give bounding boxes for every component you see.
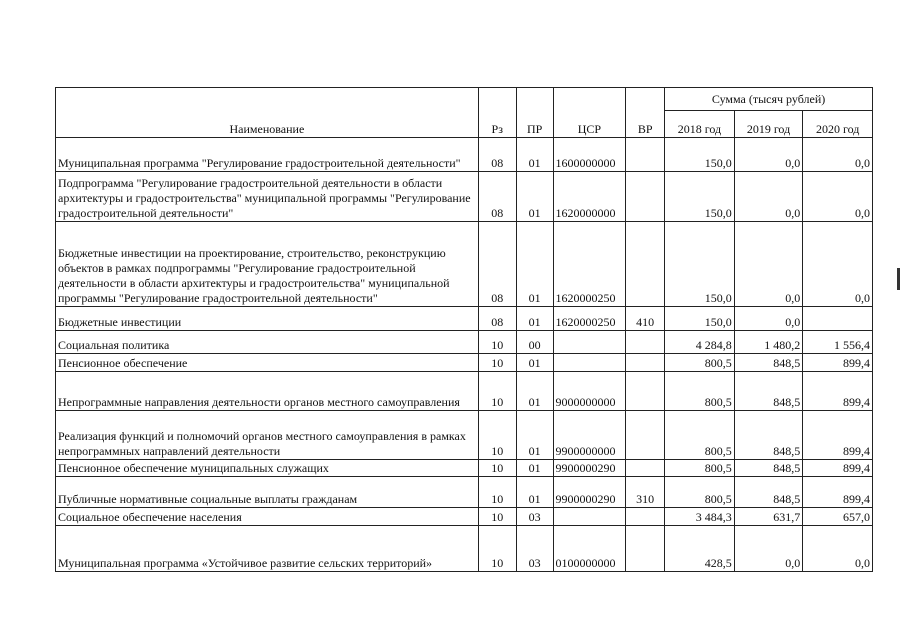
row-csr: 9000000000 xyxy=(553,372,626,411)
row-vr xyxy=(626,172,665,222)
header-year-2018: 2018 год xyxy=(665,111,735,138)
row-rz: 10 xyxy=(478,508,516,526)
table-row xyxy=(56,331,873,354)
row-2019: 0,0 xyxy=(734,307,803,331)
header-name: Наименование xyxy=(56,88,479,138)
row-csr xyxy=(553,331,626,354)
row-name: Муниципальная программа "Регулирование градостроительной деятельности" xyxy=(56,138,479,172)
row-pr: 01 xyxy=(516,172,553,222)
row-2018: 150,0 xyxy=(665,138,735,172)
row-2019: 848,5 xyxy=(734,477,803,508)
row-2018: 150,0 xyxy=(665,307,735,331)
table-row xyxy=(56,138,873,172)
table-row xyxy=(56,222,873,307)
row-pr: 01 xyxy=(516,354,553,372)
row-2019: 0,0 xyxy=(734,138,803,172)
row-csr: 0100000000 xyxy=(553,526,626,572)
table-row xyxy=(56,460,873,477)
table-row xyxy=(56,372,873,411)
row-csr: 1620000250 xyxy=(553,222,626,307)
row-rz: 08 xyxy=(478,307,516,331)
row-rz: 10 xyxy=(478,477,516,508)
table-row xyxy=(56,526,873,572)
header-pr: ПР xyxy=(516,88,553,138)
row-2019: 848,5 xyxy=(734,411,803,460)
header-vr: ВР xyxy=(626,88,665,138)
row-name: Бюджетные инвестиции xyxy=(56,307,479,331)
row-vr xyxy=(626,411,665,460)
row-csr xyxy=(553,508,626,526)
row-name: Бюджетные инвестиции на проектирование, строительство, реконструкцию объектов в рамках подпрограммы "Регулирование градостроительной деятельности в области архитектуры и градостроительства" муниципальной программы "Регулирование градостроительной деятельности" xyxy=(56,222,479,307)
row-vr xyxy=(626,331,665,354)
row-csr xyxy=(553,354,626,372)
row-2018: 800,5 xyxy=(665,460,735,477)
row-2020: 899,4 xyxy=(803,477,873,508)
row-2020: 0,0 xyxy=(803,222,873,307)
row-name: Муниципальная программа «Устойчивое развитие сельских территорий» xyxy=(56,526,479,572)
row-pr: 01 xyxy=(516,411,553,460)
row-vr: 410 xyxy=(626,307,665,331)
row-2020: 0,0 xyxy=(803,526,873,572)
row-rz: 10 xyxy=(478,526,516,572)
row-2019: 848,5 xyxy=(734,460,803,477)
row-pr: 01 xyxy=(516,477,553,508)
row-vr xyxy=(626,354,665,372)
row-csr: 9900000000 xyxy=(553,411,626,460)
row-2018: 800,5 xyxy=(665,411,735,460)
row-2019: 848,5 xyxy=(734,354,803,372)
row-rz: 10 xyxy=(478,372,516,411)
row-name: Социальная политика xyxy=(56,331,479,354)
row-2020: 0,0 xyxy=(803,138,873,172)
table-row xyxy=(56,477,873,508)
row-vr xyxy=(626,508,665,526)
row-pr: 01 xyxy=(516,372,553,411)
row-pr: 01 xyxy=(516,307,553,331)
row-2018: 428,5 xyxy=(665,526,735,572)
row-pr: 01 xyxy=(516,222,553,307)
header-sum-group: Сумма (тысяч рублей) xyxy=(665,88,873,111)
row-pr: 01 xyxy=(516,138,553,172)
row-vr xyxy=(626,372,665,411)
row-2019: 1 480,2 xyxy=(734,331,803,354)
row-2018: 800,5 xyxy=(665,354,735,372)
row-2019: 0,0 xyxy=(734,526,803,572)
header-csr: ЦСР xyxy=(553,88,626,138)
row-2020: 899,4 xyxy=(803,411,873,460)
row-2020: 657,0 xyxy=(803,508,873,526)
row-rz: 10 xyxy=(478,331,516,354)
row-name: Реализация функций и полномочий органов местного самоуправления в рамках непрограммных направлений деятельности xyxy=(56,411,479,460)
row-pr: 03 xyxy=(516,508,553,526)
row-2020 xyxy=(803,307,873,331)
row-2019: 631,7 xyxy=(734,508,803,526)
row-name: Подпрограмма "Регулирование градостроительной деятельности в области архитектуры и градостроительства" муниципальной программы "Регулирование градостроительной деятельности" xyxy=(56,172,479,222)
table-row xyxy=(56,354,873,372)
row-csr: 1620000000 xyxy=(553,172,626,222)
row-2019: 0,0 xyxy=(734,222,803,307)
table-row xyxy=(56,411,873,460)
table-row xyxy=(56,508,873,526)
row-pr: 01 xyxy=(516,460,553,477)
row-2018: 150,0 xyxy=(665,172,735,222)
row-2019: 0,0 xyxy=(734,172,803,222)
row-csr: 9900000290 xyxy=(553,477,626,508)
row-rz: 08 xyxy=(478,172,516,222)
row-rz: 08 xyxy=(478,138,516,172)
row-rz: 10 xyxy=(478,411,516,460)
row-rz: 08 xyxy=(478,222,516,307)
row-pr: 00 xyxy=(516,331,553,354)
scan-edge-mark xyxy=(897,268,900,290)
row-2018: 800,5 xyxy=(665,372,735,411)
row-vr: 310 xyxy=(626,477,665,508)
row-name: Социальное обеспечение населения xyxy=(56,508,479,526)
row-2018: 3 484,3 xyxy=(665,508,735,526)
row-2018: 800,5 xyxy=(665,477,735,508)
header-year-2020: 2020 год xyxy=(803,111,873,138)
row-vr xyxy=(626,138,665,172)
row-csr: 9900000290 xyxy=(553,460,626,477)
header-rz: Рз xyxy=(478,88,516,138)
row-vr xyxy=(626,526,665,572)
row-2019: 848,5 xyxy=(734,372,803,411)
row-csr: 1620000250 xyxy=(553,307,626,331)
table-row xyxy=(56,172,873,222)
row-2020: 0,0 xyxy=(803,172,873,222)
row-name: Публичные нормативные социальные выплаты гражданам xyxy=(56,477,479,508)
row-rz: 10 xyxy=(478,354,516,372)
row-pr: 03 xyxy=(516,526,553,572)
header-year-2019: 2019 год xyxy=(734,111,803,138)
row-2018: 150,0 xyxy=(665,222,735,307)
row-name: Пенсионное обеспечение муниципальных служащих xyxy=(56,460,479,477)
row-2020: 899,4 xyxy=(803,354,873,372)
budget-table xyxy=(55,87,873,572)
table-row xyxy=(56,307,873,331)
row-2020: 899,4 xyxy=(803,460,873,477)
row-name: Пенсионное обеспечение xyxy=(56,354,479,372)
row-name: Непрограммные направления деятельности органов местного самоуправления xyxy=(56,372,479,411)
row-2020: 1 556,4 xyxy=(803,331,873,354)
row-2018: 4 284,8 xyxy=(665,331,735,354)
row-csr: 1600000000 xyxy=(553,138,626,172)
row-2020: 899,4 xyxy=(803,372,873,411)
row-vr xyxy=(626,460,665,477)
row-rz: 10 xyxy=(478,460,516,477)
row-vr xyxy=(626,222,665,307)
